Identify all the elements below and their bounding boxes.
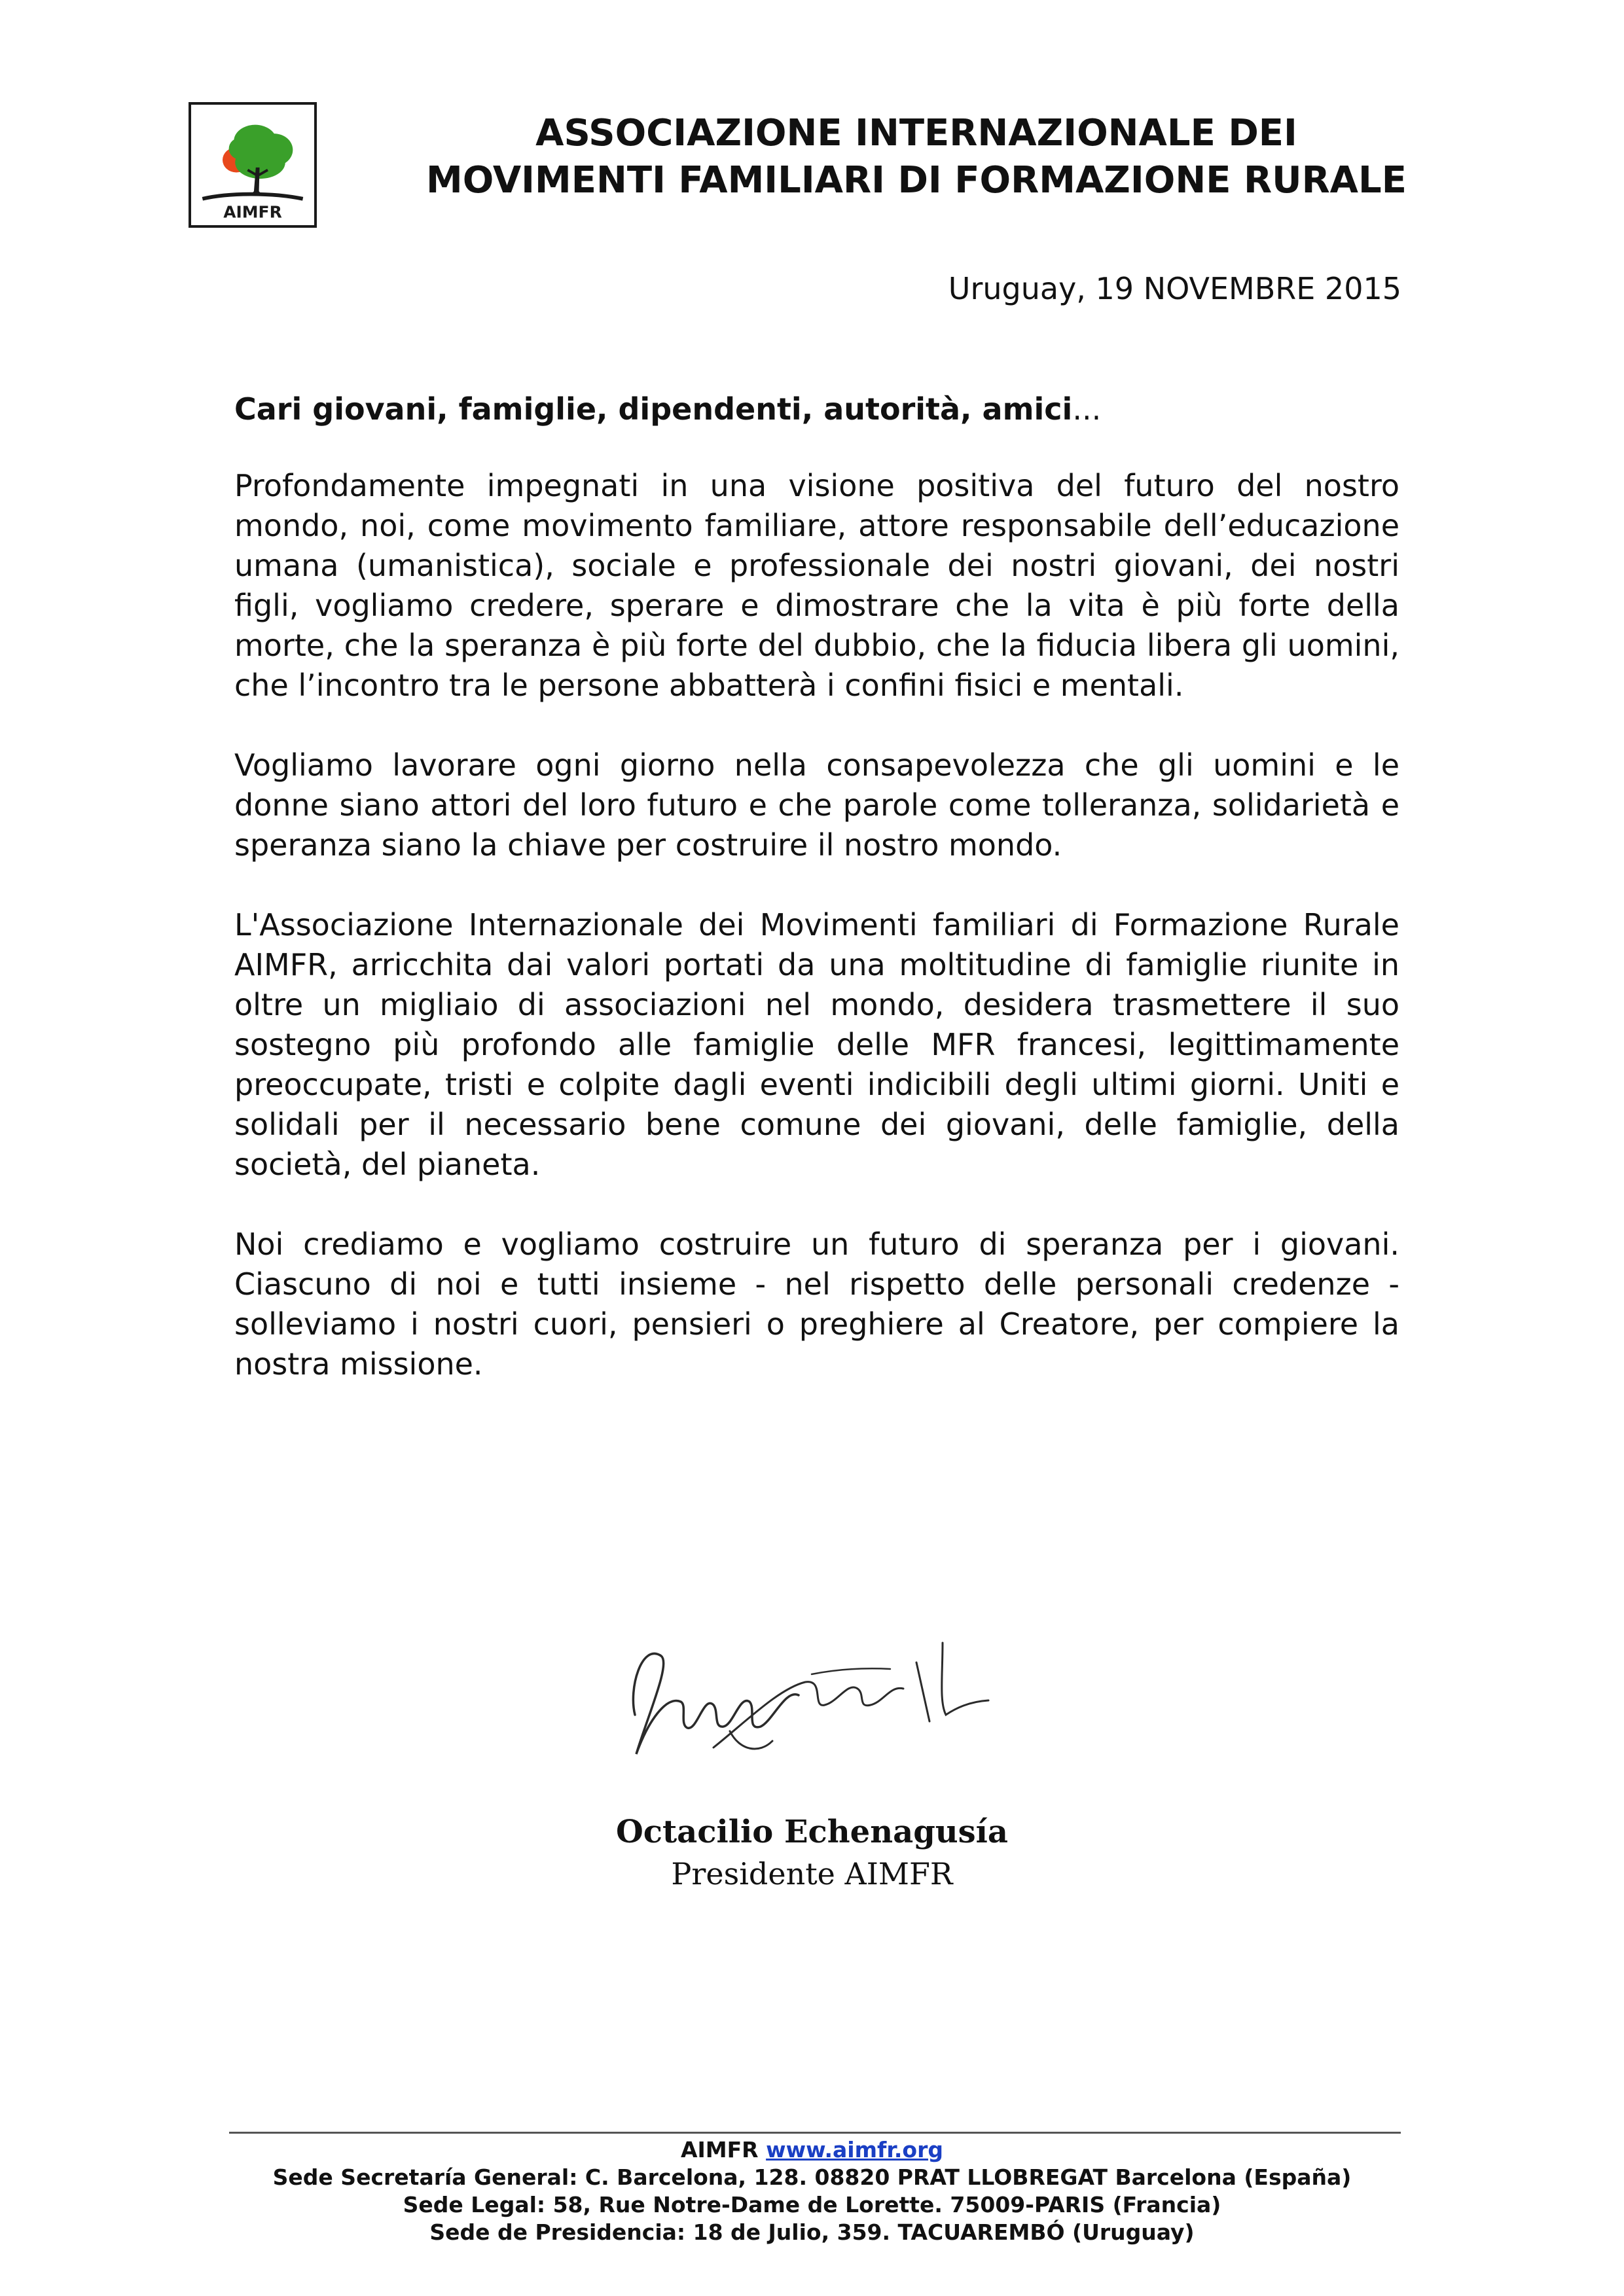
- website-link[interactable]: www.aimfr.org: [766, 2137, 943, 2162]
- footer-org-line: [0, 2136, 1624, 2164]
- organization-title: [367, 110, 1466, 204]
- paragraph: Profondamente impegnati in una visione positiva del futuro del nostro mondo, noi, come movimento familiare, attore responsabile dell’educazione umana (umanistica), sociale e professionale dei nostri giovani, dei nostri figli, vogliamo credere, sperare e dimostrare che la vita è più forte della morte, che la speranza è più forte del dubbio, che la fiducia libera gli uomini, che l’incontro tra le persone abbatterà i confini fisici e mentali.: [234, 468, 1399, 703]
- footer-address-secretaria: Sede Secretaría General: C. Barcelona, 128. 08820 PRAT LLOBREGAT Barcelona (España): [272, 2164, 1352, 2190]
- salutation: [234, 389, 1101, 429]
- tree-logo-icon: [191, 105, 314, 225]
- footer-org: AIMFR: [680, 2137, 759, 2162]
- title-line-1: ASSOCIAZIONE INTERNAZIONALE DEI: [535, 112, 1297, 154]
- salutation-ellipsis: ...: [1072, 391, 1102, 427]
- aimfr-logo: [189, 102, 317, 228]
- footer-address-presidencia: Sede de Presidencia: 18 de Julio, 359. TACUAREMBÓ (Uruguay): [429, 2219, 1195, 2245]
- letter-body: [234, 466, 1399, 1424]
- handwritten-signature: [589, 1617, 1008, 1774]
- logo-text: AIMFR: [223, 202, 282, 222]
- footer-address-legal: Sede Legal: 58, Rue Notre-Dame de Lorette. 75009-PARIS (Francia): [403, 2192, 1221, 2217]
- footer-divider: [229, 2132, 1401, 2134]
- paragraph: L'Associazione Internazionale dei Movimenti familiari di Formazione Rurale AIMFR, arricchita dai valori portati da una moltitudine di famiglie riunite in oltre un migliaio di associazioni nel mondo, desidera trasmettere il suo sostegno più profondo alle famiglie delle MFR francesi, legittimamente preoccupate, tristi e colpite dagli eventi indicibili degli ultimi giorni. Uniti e solidali per il necessario bene comune dei giovani, delle famiglie, della società, del pianeta.: [234, 907, 1399, 1182]
- letter-date: Uruguay, 19 NOVEMBRE 2015: [948, 271, 1401, 306]
- paragraph: Vogliamo lavorare ogni giorno nella consapevolezza che gli uomini e le donne siano attori del loro futuro e che parole come tolleranza, solidarietà e speranza siano la chiave per costruire il nostro mondo.: [234, 747, 1399, 863]
- signer-name: Octacilio Echenagusía: [615, 1814, 1009, 1850]
- salutation-text: Cari giovani, famiglie, dipendenti, autorità, amici: [234, 391, 1073, 427]
- signer-role: Presidente AIMFR: [671, 1856, 953, 1892]
- footer: [0, 2136, 1624, 2246]
- paragraph: Noi crediamo e vogliamo costruire un futuro di speranza per i giovani. Ciascuno di noi e tutti insieme - nel rispetto delle personali credenze - solleviamo i nostri cuori, pensieri o preghiere al Creatore, per compiere la nostra missione.: [234, 1227, 1399, 1382]
- title-line-2: MOVIMENTI FAMILIARI DI FORMAZIONE RURALE: [426, 159, 1407, 202]
